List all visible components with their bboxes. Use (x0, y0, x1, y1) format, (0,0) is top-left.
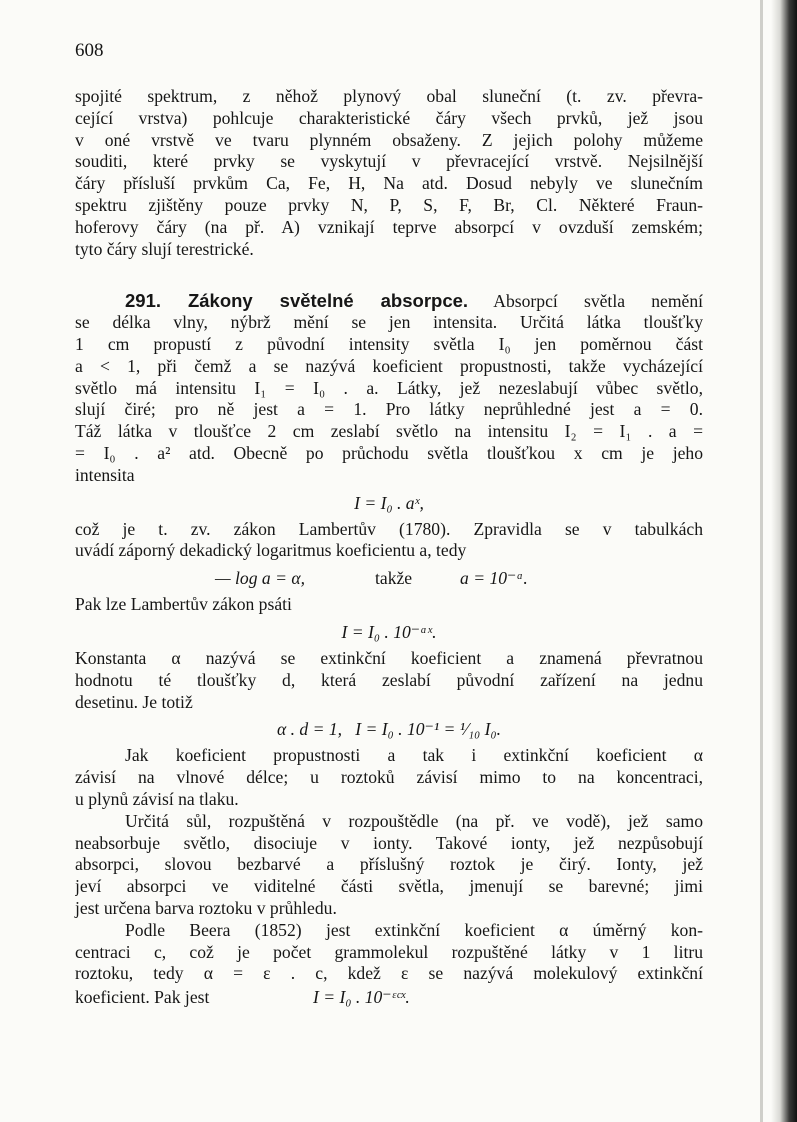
text-line: hoferovy čáry (na př. A) vznikají teprve absorpcí v ovzduší zemském; (75, 216, 703, 237)
text-line: neabsorbuje světlo, disociuje v ionty. Takové ionty, jež nezpůsobují (75, 832, 703, 853)
text-line: spektru zjištěny pouze prvky N, P, S, F, Br, Cl. Některé Fraun- (75, 194, 703, 215)
text-line: což je t. zv. zákon Lambertův (1780). Zpravidla se v tabulkách (75, 518, 703, 539)
text-line: u plynů závisí na tlaku. (75, 788, 239, 809)
text-line: Pak lze Lambertův zákon psáti (75, 594, 292, 615)
equation-text: I = I₀ . 10⁻ᵅˣ. (341, 621, 437, 642)
paragraph-lambert (75, 519, 703, 563)
text-line: souditi, které prvky se vyskytují v převracející vrstvě. Nejsilnější (75, 151, 703, 172)
text-line: koeficient. Pak jest (75, 987, 210, 1008)
paragraph-dependence (75, 745, 703, 810)
page-binding-shadow (771, 0, 797, 1122)
text-line: centraci c, což je počet grammolekul rozpuštěné látky v 1 litru (75, 941, 703, 962)
equation-lambert-alpha (75, 616, 703, 648)
text-line: hodnotu té tloušťky d, která zeslabí původní zařízení na jednu (75, 669, 703, 690)
equation-log (75, 562, 703, 594)
text-line: intensita (75, 464, 135, 485)
equation-lambert (75, 487, 703, 519)
text-line: tyto čáry slují terestrické. (75, 238, 254, 259)
text-line: závisí na vlnové délce; u roztoků závisí mimo to na koncentraci, (75, 767, 703, 788)
text-line: se délka vlny, nýbrž mění se jen intensita. Určitá látka tloušťky (75, 312, 703, 333)
text-line: Určitá sůl, rozpuštěná v rozpouštědle (na př. ve vodě), jež samo (125, 810, 703, 831)
text-line: = I₀ . a² atd. Obecně po průchodu světla tloušťkou x cm je jeho (75, 442, 703, 463)
text-line: absorpci, slovou bezbarvé a příslušný roztok je čirý. Ionty, jež (75, 854, 703, 875)
text-line: uvádí záporný dekadický logaritmus koeficientu a, tedy (75, 540, 467, 561)
text-line: světlo má intensitu I₁ = I₀ . a. Látky, jež nezeslabují vůbec světlo, (75, 377, 703, 398)
text-line: jeví absorpci ve viditelné části světla, jmenují se barevné; jimi (75, 876, 703, 897)
text-line: roztoku, tedy α = ε . c, kdež ε se nazývá molekulový extinkční (75, 963, 703, 984)
text-line: v oné vrstvě ve tvaru plynném obsaženy. Z jejich polohy můžeme (75, 129, 703, 150)
equation-thickness (75, 713, 703, 745)
section-291 (75, 290, 703, 486)
page-gutter-line (760, 0, 763, 1122)
text-line: čáry přísluší prvkům Ca, Fe, H, Na atd. Dosud nebyly ve slunečním (75, 173, 703, 194)
page-text (75, 86, 703, 1009)
equation-text: I = I₀ . aˣ, (354, 492, 424, 513)
page-number: 608 (75, 40, 104, 61)
paragraph-extinction (75, 648, 703, 713)
paragraph-beer (75, 920, 703, 1009)
equation-mid: takže (375, 568, 413, 589)
text-line: Táž látka v tloušťce 2 cm zeslabí světlo na intensitu I₂ = I₁ . a = (75, 421, 703, 442)
text-line: slují čiré; pro ně jest a = 1. Pro látky neprůhledné jest a = 0. (75, 399, 703, 420)
section-heading-line (75, 290, 703, 312)
equation-left: — log a = α, (215, 568, 306, 589)
text-line: Jak koeficient propustnosti a tak i extinkční koeficient α (125, 745, 703, 766)
text-line: desetinu. Je totiž (75, 691, 193, 712)
equation-beer: I = I₀ . 10⁻ᵋᶜˣ. (313, 987, 410, 1008)
text-line: Konstanta α nazývá se extinkční koeficient a znamená převratnou (75, 647, 703, 668)
paragraph-spectrum (75, 86, 703, 260)
text-line: cející vrstva) pohlcuje charakteristické čáry všech prvků, jež jsou (75, 107, 703, 128)
text-line: 1 cm propustí z původní intensity světla I₀ jen poměrnou část (75, 333, 703, 354)
section-heading: 291. Zákony světelné absorpce. (125, 290, 469, 312)
heading-continuation: Absorpcí světla nemění (493, 291, 703, 312)
text-line: jest určena barva roztoku v průhledu. (75, 897, 337, 918)
text-line: Podle Beera (1852) jest extinkční koeficient α úměrný kon- (125, 919, 703, 940)
equation-right: a = 10⁻ᵅ. (460, 568, 528, 589)
text-line: spojité spektrum, z něhož plynový obal sluneční (t. zv. převra- (75, 86, 703, 106)
final-line (75, 985, 703, 1009)
equation-text: α . d = 1, I = I₀ . 10⁻¹ = ¹⁄₁₀ I₀. (276, 719, 502, 740)
paragraph-ions (75, 811, 703, 920)
text-line: a < 1, při čemž a se nazývá koeficient propustnosti, takže vycházející (75, 355, 703, 376)
